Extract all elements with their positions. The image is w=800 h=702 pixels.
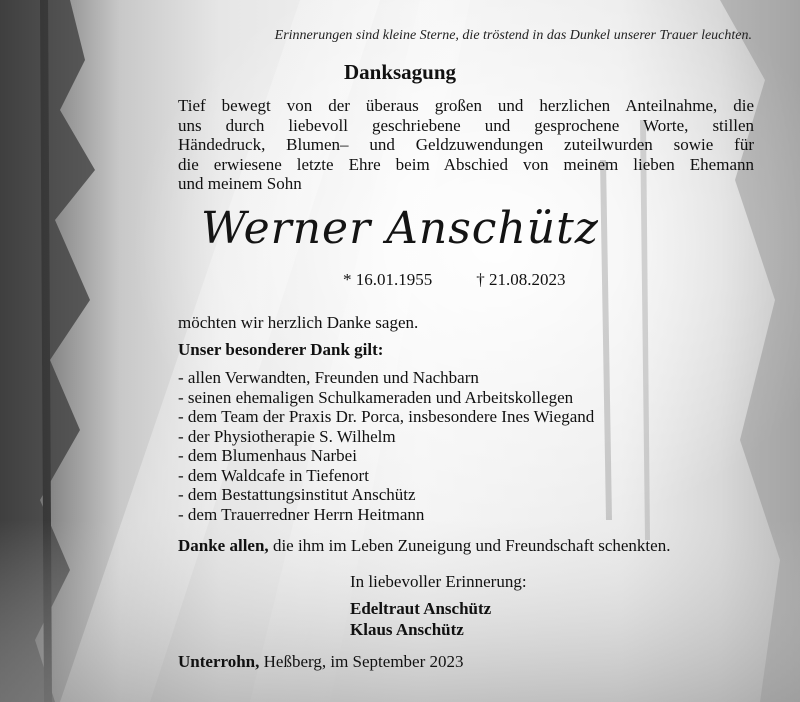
- deceased-name: Werner Anschütz: [201, 203, 599, 254]
- list-item: - dem Blumenhaus Narbei: [178, 446, 357, 465]
- list-item: - seinen ehemaligen Schulkameraden und Arbeitskollegen: [178, 387, 574, 407]
- place-bold: Unterrohn,: [178, 652, 260, 671]
- closing-line: [178, 536, 670, 556]
- intro-line: uns durch liebevoll geschriebene und gesprochene Worte, stillen: [178, 115, 754, 135]
- intro-paragraph: [178, 96, 754, 194]
- signers: [350, 598, 491, 640]
- death-date: † 21.08.2023: [476, 270, 566, 289]
- thanks-line: möchten wir herzlich Danke sagen.: [178, 313, 419, 332]
- place-and-date: [178, 652, 464, 672]
- list-item: - dem Trauerredner Herrn Heitmann: [178, 504, 425, 524]
- list-item: - dem Team der Praxis Dr. Porca, insbesondere Ines Wiegand: [178, 407, 595, 426]
- birth-date: * 16.01.1955: [343, 270, 433, 289]
- thanks-list: [178, 368, 594, 524]
- motto-quote: Erinnerungen sind kleine Sterne, die tröstend in das Dunkel unserer Trauer leuchten.: [274, 28, 752, 43]
- place-rest: Heßberg, im September 2023: [259, 652, 464, 671]
- list-item: - dem Waldcafe in Tiefenort: [178, 465, 369, 485]
- closing-rest: die ihm im Leben Zuneigung und Freundschaft schenkten.: [268, 536, 671, 555]
- list-item: - dem Bestattungsinstitut Anschütz: [178, 485, 416, 504]
- memory-line: In liebevoller Erinnerung:: [350, 572, 527, 591]
- intro-line: Händedruck, Blumen– und Geldzuwendungen zuteilwurden sowie für: [178, 135, 754, 154]
- special-thanks-heading: Unser besonderer Dank gilt:: [178, 340, 384, 359]
- signer-name: Klaus Anschütz: [350, 620, 464, 639]
- closing-bold: Danke allen,: [178, 536, 269, 555]
- life-dates: [343, 270, 566, 290]
- list-item: - allen Verwandten, Freunden und Nachbarn: [178, 368, 479, 387]
- intro-line: und meinem Sohn: [178, 174, 302, 193]
- intro-line: die erwiesene letzte Ehre beim Abschied von meinem lieben Ehemann: [178, 154, 754, 174]
- intro-line: Tief bewegt von der überaus großen und herzlichen Anteilnahme, die: [178, 96, 754, 115]
- notice-heading: Danksagung: [343, 60, 457, 84]
- list-item: - der Physiotherapie S. Wilhelm: [178, 426, 396, 446]
- signer-name: Edeltraut Anschütz: [350, 599, 492, 618]
